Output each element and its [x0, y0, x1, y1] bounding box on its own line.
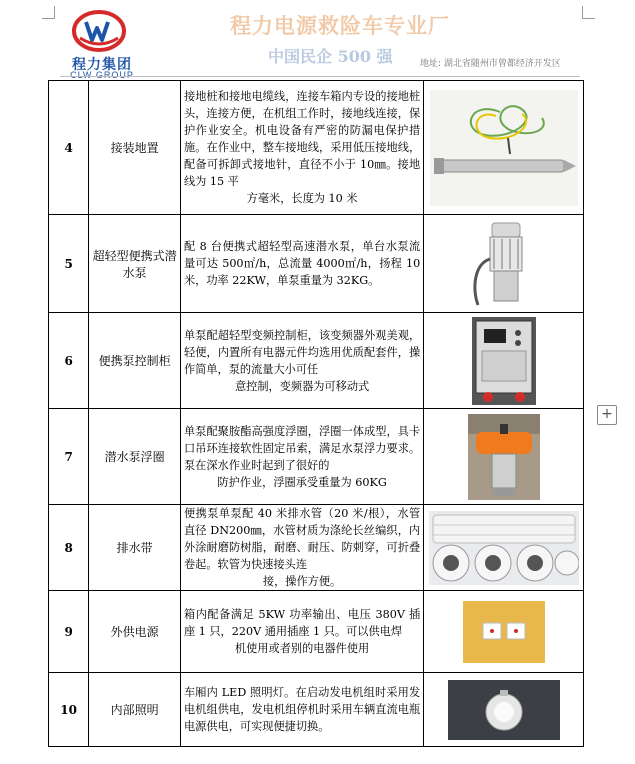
- item-name: 潜水泵浮圈: [89, 409, 181, 505]
- table-row: [49, 313, 584, 409]
- table-row: [49, 409, 584, 505]
- row-number: 5: [49, 215, 89, 313]
- description-text-end: 接，操作方便。: [262, 575, 342, 588]
- table-row: [49, 591, 584, 673]
- item-description: [180, 591, 423, 673]
- description-text: 车厢内 LED 照明灯。在启动发电机组时采用发电机组供电，发电机组停机时采用车辆直流电瓶电源供电，可实现便捷切换。: [183, 686, 421, 733]
- table-row: [49, 505, 584, 591]
- table-row: [49, 215, 584, 313]
- item-photo: [424, 215, 584, 313]
- row-number: 10: [49, 673, 89, 747]
- control-cabinet-photo: [472, 317, 536, 405]
- description-text-end: 方毫米，长度为 10 米: [246, 192, 358, 205]
- row-number: 6: [49, 313, 89, 409]
- add-button[interactable]: +: [597, 405, 617, 425]
- drainage-hose-photo: [429, 511, 579, 585]
- submersible-pump-photo: [464, 219, 544, 309]
- item-description: [180, 505, 423, 591]
- page-subtitle: 中国民企 500 强: [268, 47, 393, 66]
- item-photo: [424, 313, 584, 409]
- item-photo: [424, 591, 584, 673]
- item-description: [180, 673, 423, 747]
- equipment-spec-table: [48, 80, 584, 747]
- item-description: [180, 81, 423, 215]
- description-text-end: 防护作业，浮圈承受重量为 60KG: [217, 475, 387, 489]
- description-text-end: 意控制，变频器为可移动式: [234, 379, 370, 393]
- description-text: 配 8 台便携式超轻型高速潜水泵，单台水泵流量可达 500㎡/h，总流量 4000㎡/h，扬程 10 米，功率 22KW，单泵重量为 32KG。: [183, 240, 421, 287]
- company-address: 地址: 湖北省随州市曾都经济开发区: [420, 59, 561, 69]
- description-text-end: 机使用或者别的电器件使用: [234, 642, 370, 655]
- page-title: 程力电源救险车专业厂: [230, 14, 450, 38]
- description-text: 单泵配超轻型变频控制柜，该变频器外观美观，轻便，内置所有电器元件均选用优质配套件，操作简单，泵的流量大小可任: [183, 328, 421, 376]
- item-photo: [424, 81, 584, 215]
- row-number: 9: [49, 591, 89, 673]
- pump-float-photo: [468, 414, 540, 500]
- description-text: 接地桩和接地电缆线，连接车箱内专设的接地桩头，连接方便，在机组工作时，接地线连接，保护作业安全。机电设备有严密的防漏电保护措施。在作业中，整车接地线，采用低压接地线，配备可拆卸式接地针，直径不小于 10㎜。接地线为 15 平: [183, 90, 421, 188]
- description-text: 便携泵单泵配 40 米排水管（20 米/根），水管直径 DN200㎜，水管材质为涤纶长丝编织，内外涂耐磨防树脂，耐磨、耐压、防刺穿，可折叠卷起。软管为快速接头连: [183, 507, 421, 571]
- crop-mark: [42, 6, 55, 19]
- item-description: [180, 215, 423, 313]
- led-light-photo: [448, 680, 560, 740]
- crop-mark: [582, 6, 595, 19]
- power-socket-photo: [463, 601, 545, 663]
- item-name: 外供电源: [89, 591, 181, 673]
- header-divider: [60, 76, 580, 77]
- page-header: [0, 0, 635, 78]
- logo-english-text: CLW GROUP: [70, 70, 134, 80]
- item-photo: [424, 409, 584, 505]
- item-name: 超轻型便携式潜水泵: [89, 215, 181, 313]
- row-number: 7: [49, 409, 89, 505]
- row-number: 8: [49, 505, 89, 591]
- item-description: [180, 409, 423, 505]
- item-name: 内部照明: [89, 673, 181, 747]
- item-name: 便携泵控制柜: [89, 313, 181, 409]
- clw-logo-icon: [72, 10, 126, 52]
- grounding-cable-photo: [430, 90, 578, 206]
- company-logo: [56, 8, 146, 80]
- item-photo: [424, 673, 584, 747]
- table-row: [49, 81, 584, 215]
- item-name: 接装地置: [89, 81, 181, 215]
- item-photo: [424, 505, 584, 591]
- table-row: [49, 673, 584, 747]
- description-text: 箱内配备满足 5KW 功率输出、电压 380V 插座 1 只，220V 通用插座 1 只。可以供电焊: [183, 608, 421, 638]
- row-number: 4: [49, 81, 89, 215]
- description-text: 单泵配聚胺酯高强度浮圈，浮圈一体成型，具卡口吊环连接软性固定吊索，满足水泵浮力要求。泵在深水作业时起到了很好的: [183, 424, 421, 472]
- item-description: [180, 313, 423, 409]
- item-name: 排水带: [89, 505, 181, 591]
- logo-chinese-text: 程力集团: [72, 57, 132, 73]
